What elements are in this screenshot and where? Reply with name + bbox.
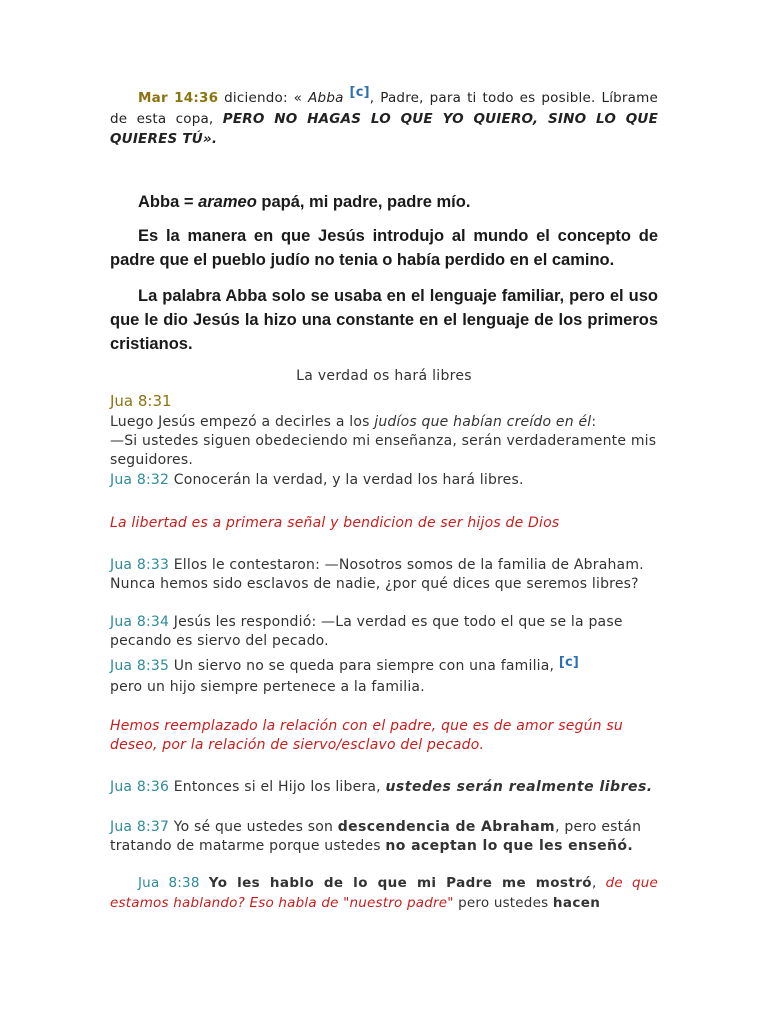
verse-jua-8-36 — [110, 778, 658, 797]
verse-bold: no aceptan lo que les enseñó. — [385, 838, 634, 854]
verse-emphasis: PERO NO HAGAS LO QUE YO QUIERO, SINO LO QUE QUIERES TÚ». — [110, 111, 658, 147]
verse-jua-8-31 — [110, 392, 658, 470]
paragraph-abba-usage: La palabra Abba solo se usaba en el lenguaje familiar, pero el uso que le dio Jesús la hizo una constante en el lenguaje de los primeros cristianos. — [110, 287, 658, 353]
verse-ref[interactable]: Jua 8:36 — [110, 779, 170, 795]
verse-jua-8-35 — [110, 656, 658, 697]
verse-ref[interactable]: Jua 8:32 — [110, 472, 170, 488]
section-title: La verdad os hará libres — [296, 368, 472, 384]
definition-language: arameo — [198, 193, 257, 211]
verse-jua-8-38 — [110, 873, 658, 913]
verse-text: Jesús les respondió: —La verdad es que todo el que se la pase pecando es siervo del pecado. — [110, 614, 623, 649]
verse-text-part: —Si ustedes siguen obedeciendo mi enseñanza, serán verdaderamente mis seguidores. — [110, 433, 657, 468]
verse-ref[interactable]: Jua 8:33 — [110, 557, 170, 573]
commentary-note: La libertad es a primera señal y bendicion de ser hijos de Dios — [110, 515, 560, 531]
verse-text: Yo sé que ustedes son — [173, 819, 334, 835]
verse-text-part: Luego Jesús empezó a decirles a los — [110, 414, 370, 430]
verse-text: , Padre, para ti todo es posible. Líbrame de esta copa, — [110, 90, 658, 127]
verse-jua-8-34 — [110, 613, 658, 651]
abba-definition — [110, 190, 658, 214]
verse-jua-8-37 — [110, 818, 658, 856]
footnote-link[interactable]: [c] — [349, 85, 370, 100]
verse-text: , — [591, 875, 597, 891]
verse-ref[interactable]: Jua 8:35 — [110, 658, 170, 674]
footnote-link[interactable]: [c] — [558, 655, 580, 670]
abba-word: Abba — [308, 90, 344, 106]
commentary-note: Hemos reemplazado la relación con el padre, que es de amor según su deseo, por la relación de siervo/esclavo del pecado. — [110, 718, 623, 753]
verse-text: Un siervo no se queda para siempre con una familia, — [173, 658, 555, 674]
verse-ref[interactable]: Jua 8:38 — [138, 875, 200, 891]
verse-bold: hacen — [552, 895, 601, 911]
verse-mar-14-36 — [110, 85, 658, 149]
verse-text: , pero están tratando de matarme porque ustedes — [110, 819, 642, 854]
definition-term: Abba = — [138, 193, 194, 211]
verse-ref[interactable]: Jua 8:37 — [110, 819, 170, 835]
verse-text — [110, 413, 658, 470]
verse-text: Ellos le contestaron: —Nosotros somos de la familia de Abraham. Nunca hemos sido esclavos de nadie, ¿por qué dices que seremos libres? — [110, 557, 644, 592]
commentary-inline: de que estamos hablando? Eso habla de "nuestro padre" — [110, 875, 658, 911]
verse-text: diciendo: « — [224, 90, 303, 106]
verse-ref[interactable]: Mar 14:36 — [138, 90, 219, 106]
verse-ref[interactable]: Jua 8:31 — [110, 392, 172, 410]
verse-text: pero un hijo siempre pertenece a la familia. — [110, 679, 425, 695]
verse-bold: Yo les hablo de lo que mi Padre me mostró — [208, 875, 592, 891]
verse-text: Entonces si el Hijo los libera, — [173, 779, 381, 795]
verse-emphasis: ustedes serán realmente libres. — [385, 779, 653, 795]
verse-ref[interactable]: Jua 8:34 — [110, 614, 170, 630]
verse-text: pero ustedes — [458, 895, 549, 911]
verse-text: Conocerán la verdad, y la verdad los hará libres. — [173, 472, 524, 488]
verse-jua-8-33 — [110, 556, 658, 594]
verse-jua-8-32 — [110, 471, 658, 490]
definition-meaning: papá, mi padre, padre mío. — [261, 193, 471, 211]
paragraph-concept: Es la manera en que Jesús introdujo al mundo el concepto de padre que el pueblo judío no tenia o había perdido en el camino. — [110, 227, 658, 269]
verse-text-part: : — [591, 414, 597, 430]
verse-bold: descendencia de Abraham — [337, 819, 556, 835]
verse-italic: judíos que habían creído en él — [374, 414, 592, 430]
